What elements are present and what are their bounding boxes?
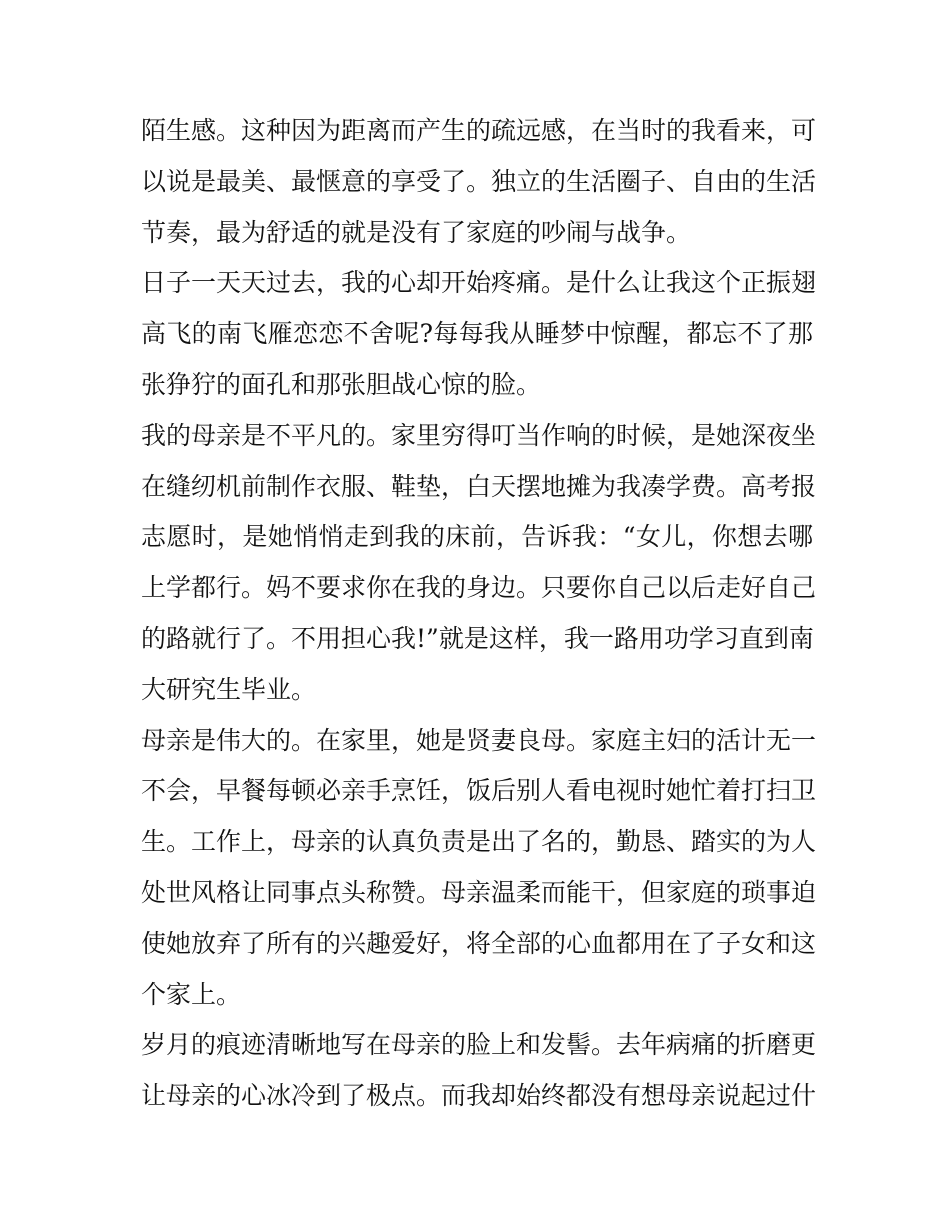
text-line: 张狰狞的面孔和那张胆战心惊的脸。 [141, 369, 542, 399]
text-line: 处世风格让同事点头称赞。母亲温柔而能干，但家庭的琐事迫 [141, 877, 817, 907]
text-line: 以说是最美、最惬意的享受了。独立的生活圈子、自由的生活 [141, 166, 817, 196]
paragraph-1 [141, 106, 817, 258]
text-line: 在缝纫机前制作衣服、鞋垫，白天摆地摊为我凑学费。高考报 [141, 471, 817, 501]
text-line: 高飞的南飞雁恋恋不舍呢?每每我从睡梦中惊醒，都忘不了那 [141, 319, 813, 349]
text-line: 不会，早餐每顿必亲手烹饪，饭后别人看电视时她忙着打扫卫 [141, 776, 817, 806]
text-line: 让母亲的心冰冷到了极点。而我却始终都没有想母亲说起过什 [141, 1081, 817, 1111]
text-line: 上学都行。妈不要求你在我的身边。只要你自己以后走好自己 [141, 573, 817, 603]
text-line: 母亲是伟大的。在家里，她是贤妻良母。家庭主妇的活计无一 [141, 725, 817, 755]
text-line: 的路就行了。不用担心我!”就是这样，我一路用功学习直到南 [141, 623, 814, 653]
text-line: 生。工作上，母亲的认真负责是出了名的，勤恳、踏实的为人 [141, 827, 817, 857]
paragraph-4 [141, 716, 817, 1021]
paragraph-5 [141, 1020, 817, 1122]
text-line: 日子一天天过去，我的心却开始疼痛。是什么让我这个正振翅 [141, 268, 817, 298]
text-line: 个家上。 [141, 979, 242, 1009]
text-line: 志愿时，是她悄悄走到我的床前，告诉我：“女儿，你想去哪 [141, 522, 813, 552]
text-line: 岁月的痕迹清晰地写在母亲的脸上和发髻。去年病痛的折磨更 [141, 1030, 817, 1060]
document-body [141, 106, 817, 1122]
text-line: 陌生感。这种因为距离而产生的疏远感，在当时的我看来，可 [141, 116, 817, 145]
text-line: 我的母亲是不平凡的。家里穷得叮当作响的时候，是她深夜坐 [141, 420, 817, 450]
text-line: 使她放弃了所有的兴趣爱好，将全部的心血都用在了子女和这 [141, 928, 817, 958]
text-line: 节奏，最为舒适的就是没有了家庭的吵闹与战争。 [141, 217, 692, 247]
paragraph-2 [141, 258, 817, 410]
text-line: 大研究生毕业。 [141, 674, 317, 704]
paragraph-3 [141, 411, 817, 716]
